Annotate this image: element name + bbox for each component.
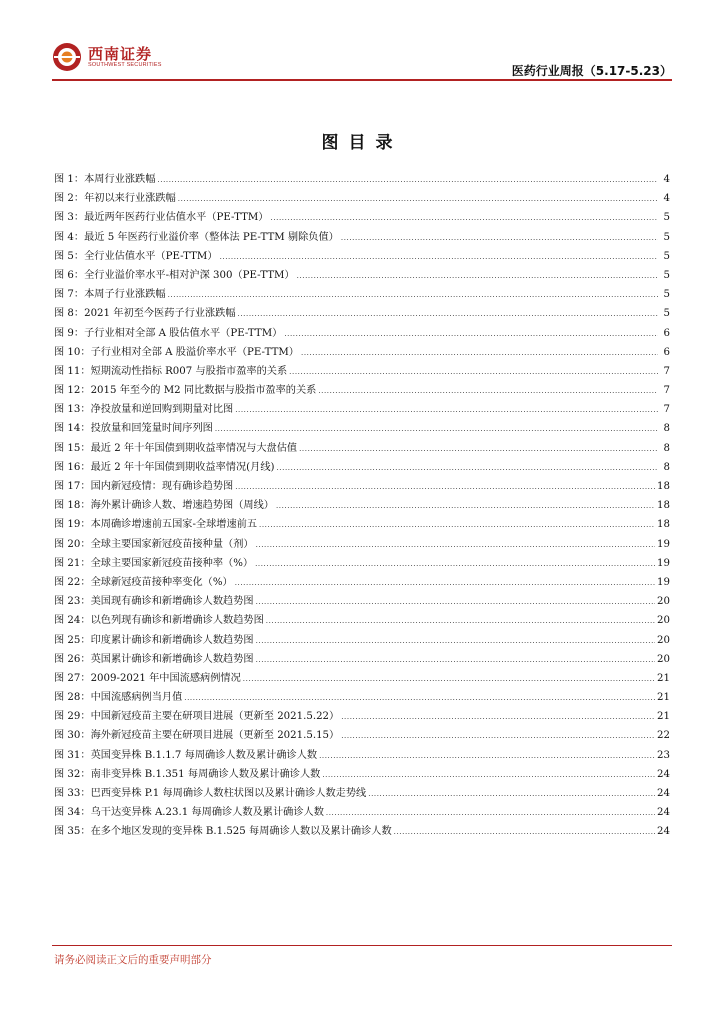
toc-entry[interactable] (54, 285, 670, 304)
toc-leader-dots (184, 688, 655, 708)
toc-entry-page: 8 (663, 442, 670, 454)
toc-leader-dots (168, 285, 658, 305)
toc-entry-label: 图 26：英国累计确诊和新增确诊人数趋势图 (54, 653, 254, 665)
toc-entry-label: 图 7：本周子行业涨跌幅 (54, 289, 166, 301)
toc-entry-label: 图 24：以色列现有确诊和新增确诊人数趋势图 (54, 615, 264, 627)
toc-entry[interactable] (54, 726, 670, 745)
toc-entry-page: 21 (657, 672, 670, 684)
toc-entry-label: 图 1：本周行业涨跌幅 (54, 174, 156, 185)
toc-entry-page: 22 (657, 730, 670, 742)
toc-entry[interactable] (54, 784, 670, 803)
toc-entry-label: 图 22：全球新冠疫苗接种率变化（%） (54, 576, 233, 588)
toc-entry[interactable] (54, 228, 670, 247)
toc-leader-dots (157, 170, 658, 190)
toc-leader-dots (238, 304, 658, 324)
toc-entry-page: 5 (663, 231, 670, 243)
toc-leader-dots (256, 631, 655, 651)
toc-entry[interactable] (54, 247, 670, 266)
toc-entry[interactable] (54, 458, 670, 477)
footer-divider (52, 945, 672, 946)
toc-entry[interactable] (54, 822, 670, 841)
toc-entry-label: 图 32：南非变异株 B.1.351 每周确诊人数及累计确诊人数 (54, 768, 321, 780)
toc-leader-dots (341, 726, 655, 746)
toc-leader-dots (266, 611, 655, 631)
toc-entry-page: 20 (657, 596, 670, 608)
toc-entry-label: 图 29：中国新冠疫苗主要在研项目进展（更新至 2021.5.22） (54, 711, 340, 723)
toc-entry[interactable] (54, 170, 670, 189)
toc-leader-dots (178, 189, 658, 209)
toc-entry-page: 23 (657, 749, 670, 761)
toc-entry[interactable] (54, 439, 670, 458)
toc-leader-dots (394, 822, 655, 842)
toc-entry[interactable] (54, 611, 670, 630)
toc-entry-label: 图 9：子行业相对全部 A 股估值水平（PE-TTM） (54, 327, 283, 339)
toc-leader-dots (256, 650, 655, 670)
toc-entry-label: 图 35：在多个地区发现的变异株 B.1.525 每周确诊人数以及累计确诊人数 (54, 826, 392, 838)
toc-leader-dots (341, 228, 658, 248)
toc-entry-label: 图 4：最近 5 年医药行业溢价率（整体法 PE-TTM 剔除负值） (54, 231, 339, 243)
toc-entry-page: 19 (657, 557, 670, 569)
toc-leader-dots (256, 535, 655, 555)
logo-name: 西南证券 (88, 45, 153, 63)
toc-entry[interactable] (54, 381, 670, 400)
toc-entry[interactable] (54, 746, 670, 765)
toc-leader-dots (301, 343, 658, 363)
toc-entry-page: 4 (663, 174, 670, 185)
toc-entry[interactable] (54, 535, 670, 554)
toc-entry-label: 图 13：净投放量和逆回购到期量对比图 (54, 404, 234, 416)
footer-disclaimer: 请务必阅读正文后的重要声明部分 (54, 954, 212, 966)
toc-entry-page: 8 (663, 461, 670, 473)
toc-entry[interactable] (54, 631, 670, 650)
toc-leader-dots (319, 746, 655, 766)
toc-entry-label: 图 30：海外新冠疫苗主要在研项目进展（更新至 2021.5.15） (54, 730, 340, 742)
toc-leader-dots (256, 592, 655, 612)
toc-leader-dots (299, 439, 658, 459)
toc-entry[interactable] (54, 324, 670, 343)
toc-entry-page: 20 (657, 615, 670, 627)
toc-leader-dots (235, 400, 658, 420)
toc-entry-label: 图 17：国内新冠疫情：现有确诊趋势图 (54, 481, 234, 492)
toc-entry[interactable] (54, 304, 670, 323)
toc-leader-dots (322, 765, 655, 785)
toc-entry-label: 图 8：2021 年初至今医药子行业涨跌幅 (54, 308, 236, 320)
toc-entry[interactable] (54, 515, 670, 534)
toc-entry-page: 20 (657, 653, 670, 665)
toc-leader-dots (297, 266, 658, 286)
toc-entry-label: 图 15：最近 2 年十年国债到期收益率情况与大盘估值 (54, 442, 298, 454)
toc-entry-label: 图 33：巴西变异株 P.1 每周确诊人数柱状图以及累计确诊人数走势线 (54, 788, 367, 799)
figure-list (54, 170, 670, 842)
toc-entry-label: 图 12：2015 年至今的 M2 同比数据与股指市盈率的关系 (54, 385, 317, 397)
toc-leader-dots (276, 496, 655, 516)
toc-entry[interactable] (54, 208, 670, 227)
toc-entry-page: 24 (657, 768, 670, 780)
toc-leader-dots (326, 803, 655, 823)
toc-entry[interactable] (54, 266, 670, 285)
logo-subtitle: SOUTHWEST SECURITIES (88, 62, 162, 68)
toc-entry-page: 5 (663, 308, 670, 320)
toc-entry-label: 图 16：最近 2 年十年国债到期收益率情况(月线) (54, 461, 275, 473)
toc-leader-dots (235, 573, 655, 593)
toc-entry-page: 18 (657, 519, 670, 531)
toc-entry-page: 21 (657, 711, 670, 723)
toc-leader-dots (215, 419, 658, 439)
toc-entry-label: 图 11：短期流动性指标 R007 与股指市盈率的关系 (54, 365, 288, 377)
toc-leader-dots (368, 784, 655, 804)
toc-entry-page: 19 (657, 576, 670, 588)
toc-entry-label: 图 18：海外累计确诊人数、增速趋势图（周线） (54, 500, 274, 512)
toc-entry[interactable] (54, 477, 670, 496)
toc-entry-label: 图 5：全行业估值水平（PE-TTM） (54, 250, 218, 262)
toc-entry-page: 18 (657, 500, 670, 512)
toc-leader-dots (243, 669, 655, 689)
toc-entry[interactable] (54, 688, 670, 707)
toc-leader-dots (341, 707, 655, 727)
toc-entry-label: 图 28：中国流感病例当月值 (54, 692, 183, 704)
toc-entry-label: 图 23：美国现有确诊和新增确诊人数趋势图 (54, 596, 254, 608)
toc-leader-dots (276, 458, 658, 478)
toc-entry[interactable] (54, 669, 670, 688)
toc-leader-dots (255, 554, 655, 574)
toc-entry-page: 21 (657, 692, 670, 704)
logo-emblem-icon (52, 42, 82, 72)
toc-entry-page: 6 (663, 346, 670, 358)
toc-entry[interactable] (54, 765, 670, 784)
toc-entry-label: 图 19：本周确诊增速前五国家-全球增速前五 (54, 519, 258, 531)
toc-leader-dots (289, 362, 658, 382)
toc-entry-label: 图 3：最近两年医药行业估值水平（PE-TTM） (54, 212, 269, 224)
toc-leader-dots (259, 515, 655, 535)
toc-leader-dots (318, 381, 658, 401)
toc-entry-page: 19 (657, 538, 670, 550)
toc-entry[interactable] (54, 573, 670, 592)
toc-entry-label: 图 10：子行业相对全部 A 股溢价率水平（PE-TTM） (54, 346, 299, 358)
toc-entry-page: 24 (657, 807, 670, 819)
toc-entry-label: 图 20：全球主要国家新冠疫苗接种量（剂） (54, 538, 254, 550)
toc-entry[interactable] (54, 419, 670, 438)
toc-entry-label: 图 27：2009-2021 年中国流感病例情况 (54, 672, 241, 684)
toc-entry-label: 图 34：乌干达变异株 A.23.1 每周确诊人数及累计确诊人数 (54, 807, 324, 819)
toc-entry-page: 24 (657, 826, 670, 838)
toc-entry[interactable] (54, 496, 670, 515)
toc-title: 图目录 (321, 133, 403, 153)
toc-entry-page: 20 (657, 634, 670, 646)
toc-leader-dots (284, 324, 658, 344)
toc-leader-dots (235, 477, 655, 497)
toc-entry[interactable] (54, 803, 670, 822)
toc-entry-page: 24 (657, 788, 670, 799)
toc-entry-label: 图 2：年初以来行业涨跌幅 (54, 193, 176, 205)
company-logo (52, 40, 232, 80)
toc-entry[interactable] (54, 362, 670, 381)
toc-entry-page: 18 (657, 481, 670, 492)
toc-entry-page: 5 (663, 212, 670, 224)
toc-entry-page: 7 (663, 404, 670, 416)
toc-entry-page: 6 (663, 327, 670, 339)
toc-entry[interactable] (54, 189, 670, 208)
report-title: 医药行业周报（5.17-5.23） (511, 64, 672, 78)
toc-entry-label: 图 31：英国变异株 B.1.1.7 每周确诊人数及累计确诊人数 (54, 749, 318, 761)
toc-entry-page: 8 (663, 423, 670, 435)
toc-entry-page: 4 (663, 193, 670, 205)
toc-leader-dots (271, 208, 659, 228)
toc-entry[interactable] (54, 400, 670, 419)
toc-entry-page: 5 (663, 289, 670, 301)
toc-entry-label: 图 6：全行业溢价率水平-相对沪深 300（PE-TTM） (54, 269, 295, 281)
toc-entry[interactable] (54, 707, 670, 726)
toc-entry[interactable] (54, 343, 670, 362)
toc-entry[interactable] (54, 650, 670, 669)
page-header (52, 40, 672, 80)
toc-entry-label: 图 14：投放量和回笼量时间序列图 (54, 423, 213, 435)
toc-entry-page: 7 (663, 365, 670, 377)
toc-leader-dots (220, 247, 658, 267)
header-divider (52, 79, 672, 81)
toc-entry-page: 5 (663, 250, 670, 262)
toc-entry-page: 5 (663, 269, 670, 281)
toc-entry-label: 图 21：全球主要国家新冠疫苗接种率（%） (54, 557, 254, 569)
toc-entry-label: 图 25：印度累计确诊和新增确诊人数趋势图 (54, 634, 254, 646)
toc-entry-page: 7 (663, 385, 670, 397)
toc-entry[interactable] (54, 554, 670, 573)
toc-entry[interactable] (54, 592, 670, 611)
